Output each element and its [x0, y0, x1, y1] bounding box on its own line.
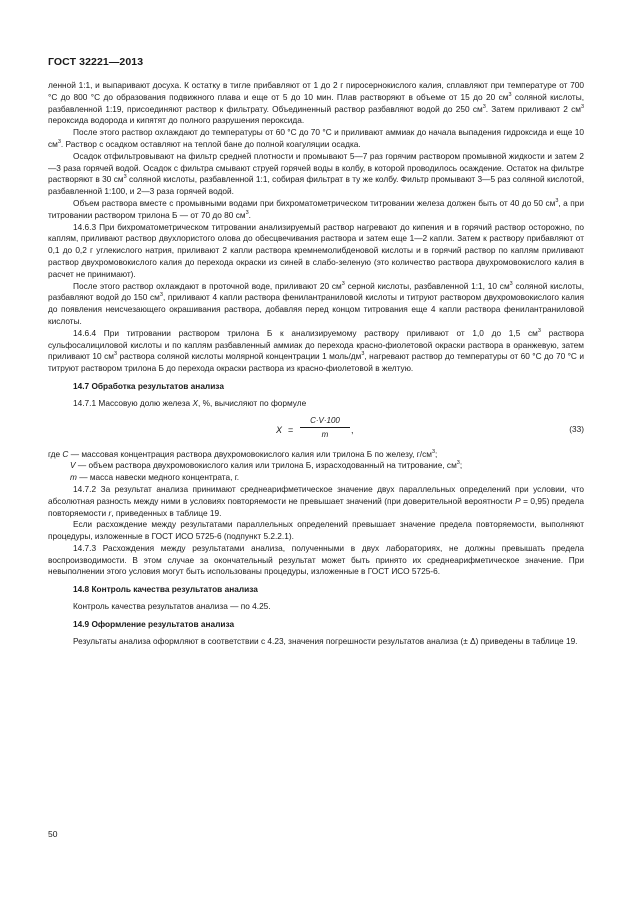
paragraph-14-6-3: 14.6.3 При бихроматометрическом титровании анализируемый раствор нагревают до кипения и в горячий раствор осторожно, по каплям, приливают раствор двухлористого олова до обесцвечивания раствора и затем еще 1—2 капли. Затем к раствору прибавляют от 0,1 до 0,2 г углекислого натрия, приливают 2 капли раствора кремнемолибденовой кислоты и в горячий раствор по каплям приливают раствор двухромовокислого калия до перехода окраски из синей в слабо-зеленую (это количество раствора двухромовокислого калия в расчет не принимают).: [48, 221, 584, 279]
paragraph-results: Результаты анализа оформляют в соответствии с 4.23, значения погрешности результатов анализа (± Δ) приведены в таблице 19.: [73, 635, 578, 646]
paragraph-quality-control: Контроль качества результатов анализа — по 4.25.: [73, 601, 271, 612]
formula-equals: =: [288, 424, 294, 435]
formula-comma: ,: [351, 424, 354, 435]
paragraph-14-7-3: 14.7.3 Расхождения между результатами анализа, полученными в двух лабораториях, не должны превышать предела воспроизводимости. В этом случае за окончательный результат может быть принято их среднеарифметическое значение. При невыполнении этого условия могут быть использованы процедуры, изложенные в ГОСТ ИСО 5725-6.: [48, 542, 584, 577]
definition-v: V — объем раствора двухромовокислого калия или трилона Б, израсходованный на титрование, $см^3$;: [70, 460, 463, 471]
document-body: [48, 80, 584, 647]
definition-c: где C — массовая концентрация раствора двухромовокислого калия или трилона Б по железу, $г/см^3$;: [48, 448, 438, 459]
paragraph-titration: После этого раствор охлаждают в проточной воде, приливают 20 $см^3$ серной кислоты, разбавленной 1:1, 10 $см^3$ соляной кислоты, разбавляют водой до 150 $см^3$, приливают 4 капли раствора фенилантраниловой кислоты и титруют раствором двухромовокислого калия до появления неисчезающего окрашивания раствора, добавляя перед концом титрования еще 4 капли раствора фенилантраниловой кислоты.: [48, 280, 585, 326]
formula-33: [48, 413, 584, 449]
formula-numerator: C·V·100: [300, 415, 350, 429]
formula-fraction: [300, 415, 350, 442]
paragraph-14-7-2: 14.7.2 За результат анализа принимают среднеарифметическое значение двух параллельных определений при условии, что абсолютная разность между ними в условиях повторяемости не превышает значений (при доверительной вероятности P = 0,95) предела повторяемости r, приведенных в таблице 19.: [48, 483, 584, 518]
formula-lhs: X: [276, 424, 283, 435]
paragraph-filtering: Осадок отфильтровывают на фильтр средней плотности и промывают 5—7 раз горячим раствором промывной жидкости и затем 2—3 раза горячей водой. Осадок с фильтра смывают струей горячей воды в колбу, в которой проводилось осаждение. Остаток на фильтре растворяют в 30 $см^3$ соляной кислоты, разбавленной 1:1, собирая фильтрат в ту же колбу. Фильтр промывают 3—5 раз соляной кислотой, разбавленной 1:100, и 2—3 раза горячей водой.: [48, 150, 584, 197]
paragraph-cooling: После этого раствор охлаждают до температуры от 60 °С до 70 °С и приливают аммиак до начала выпадения гидроксида и еще 10 $см^3$. Раствор с осадком оставляют на теплой бане до полной коагуляции осадка.: [48, 127, 584, 149]
section-heading-14-8: 14.8 Контроль качества результатов анализа: [73, 584, 258, 595]
formula-number: (33): [569, 423, 584, 434]
paragraph-discrepancy: Если расхождение между результатами параллельных определений превышает значение предела повторяемости, выполняют процедуры, изложенные в ГОСТ ИСО 5725-6 (подпункт 5.2.2.1).: [48, 519, 584, 542]
definition-m: m — масса навески медного концентрата, г.: [70, 472, 240, 483]
standard-header: ГОСТ 32221—2013: [48, 56, 144, 68]
section-heading-14-9: 14.9 Оформление результатов анализа: [73, 618, 235, 629]
page-number: 50: [48, 829, 58, 839]
paragraph-14-7-1: 14.7.1 Массовую долю железа X, %, вычисляют по формуле: [73, 397, 307, 408]
formula-denominator: m: [321, 430, 329, 440]
paragraph-continuation: ленной 1:1, и выпаривают досуха. К остатку в тигле прибавляют от 1 до 2 г пиросернокислого калия, сплавляют при температуре от 700 °С до 800 °С до образования подвижного плава и еще от 5 до 10 мин. Плав растворяют в объеме от 15 до 20 $см^3$ соляной кислоты, разбавленной 1:19, присоединяют раствор к фильтрату. Объединенный раствор разбавляют водой до 250 $см^3$. Затем приливают 2 $см^3$ пероксида водорода и кипятят до полного разрушения пероксида.: [48, 80, 585, 126]
paragraph-volume: Объем раствора вместе с промывными водами при бихроматометрическом титровании железа должен быть от 40 до 50 $см^3$, а при титровании раствором трилона Б — от 70 до 80 $см^3$.: [48, 197, 584, 220]
paragraph-14-6-4: 14.6.4 При титровании раствором трилона Б к анализируемому раствору приливают от 1,0 до 1,5 $см^3$ раствора сульфосалициловой кислоты и по каплям разбавленный аммиак до перехода красно-фиолетовой окраски раствора в оранжевую, затем приливают 10 $см^3$ раствора соляной кислоты молярной концентрации 1 моль/$дм^3$, нагревают раствор до температуры от 60 °С до 70 °С и титруют раствором трилона Б до перехода окраски раствора из красно-фиолетовой в желтую.: [48, 327, 584, 374]
section-heading-14-7: 14.7 Обработка результатов анализа: [73, 380, 224, 391]
